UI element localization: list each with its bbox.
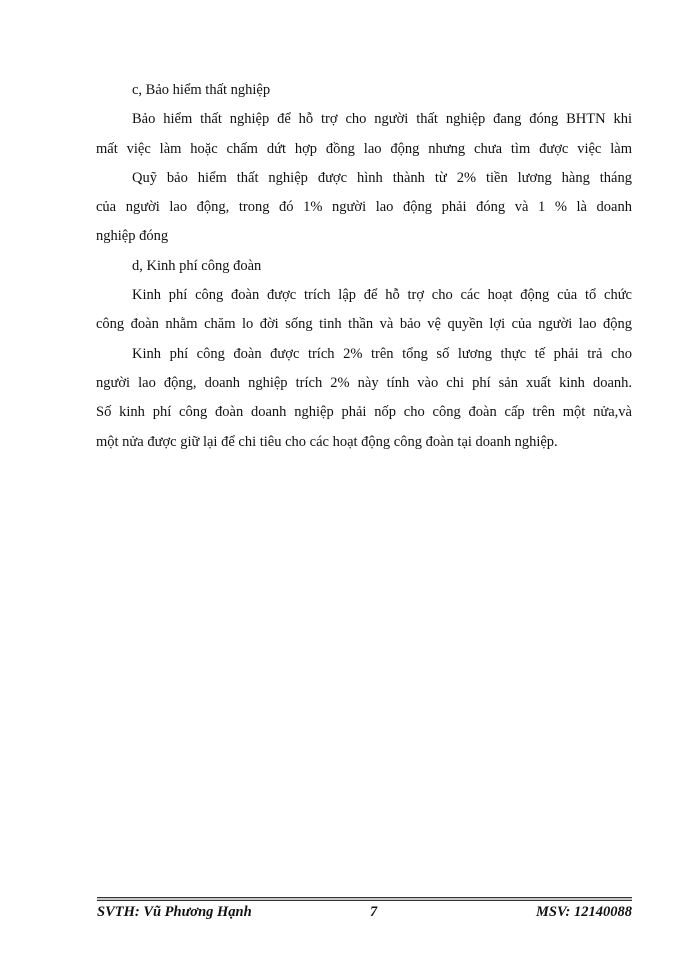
paragraph-line: mất việc làm hoặc chấm dứt hợp đồng lao động nhưng chưa tìm được việc làm — [96, 140, 632, 157]
section-heading-unemployment: c, Bảo hiểm thất nghiệp — [132, 82, 271, 98]
paragraph-line: người lao động, doanh nghiệp trích 2% này tính vào chi phí sản xuất kinh doanh. — [96, 374, 632, 391]
paragraph-line: Số kinh phí công đoàn doanh nghiệp phải nốp cho công đoàn cấp trên một nửa,và — [96, 404, 632, 421]
paragraph-line: nghiệp đóng — [96, 228, 169, 245]
footer-divider — [97, 897, 632, 901]
paragraph-line: Kinh phí công đoàn được trích lập để hỗ trợ cho các hoạt động của tổ chức — [132, 287, 632, 304]
paragraph-line: của người lao động, trong đó 1% người lao động phải đóng và 1 % là doanh — [96, 199, 632, 216]
paragraph-line: Bảo hiểm thất nghiệp để hỗ trợ cho người thất nghiệp đang đóng BHTN khi — [132, 111, 632, 128]
paragraph-line: Kinh phí công đoàn được trích 2% trên tổng số lương thực tế phải trả cho — [132, 345, 632, 362]
paragraph-line: Quỹ bảo hiểm thất nghiệp được hình thành từ 2% tiền lương hàng tháng — [132, 169, 632, 186]
section-heading-union-fee: d, Kinh phí công đoàn — [132, 257, 262, 274]
footer-page-number: 7 — [370, 904, 378, 920]
paragraph-line: công đoàn nhằm chăm lo đời sống tinh thần và bảo vệ quyền lợi của người lao động — [96, 316, 632, 333]
footer-student-id: MSV: 12140088 — [535, 904, 632, 920]
paragraph-line: một nửa được giữ lại để chi tiêu cho các hoạt động công đoàn tại doanh nghiệp. — [96, 433, 558, 450]
document-body — [96, 76, 632, 457]
footer-student-name: SVTH: Vũ Phương Hạnh — [97, 904, 252, 920]
